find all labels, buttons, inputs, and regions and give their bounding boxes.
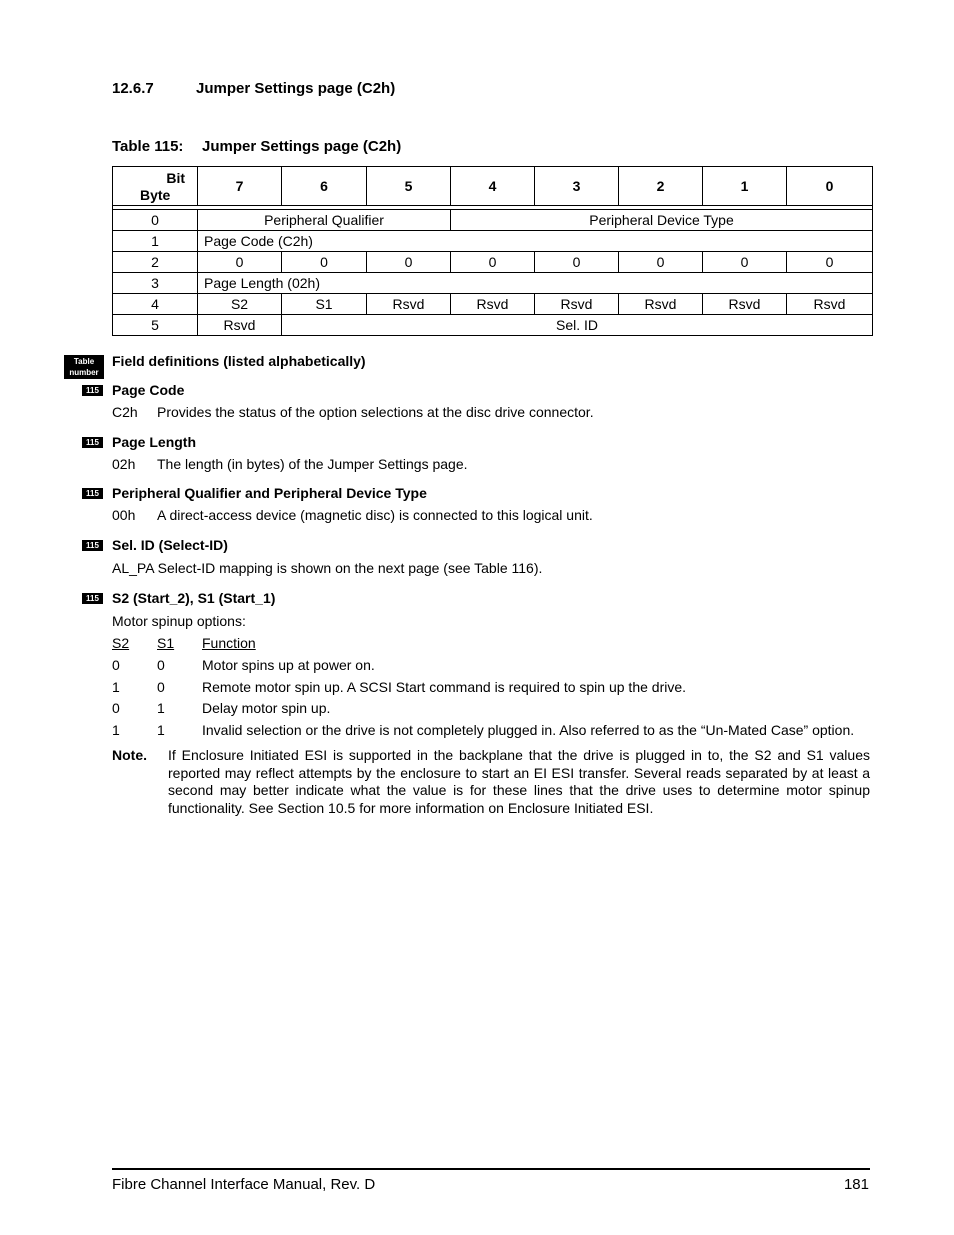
option-s2: 0 xyxy=(112,657,120,673)
field-description: Provides the status of the option selections at the disc drive connector. xyxy=(157,404,594,420)
bit-cell: S1 xyxy=(282,294,367,315)
page-code-cell: Page Code (C2h) xyxy=(198,231,873,252)
footer-title: Fibre Channel Interface Manual, Rev. D xyxy=(112,1176,376,1193)
option-function: Remote motor spin up. A SCSI Start command is required to spin up the drive. xyxy=(202,679,687,695)
note-block xyxy=(112,747,870,817)
peripheral-qualifier-cell: Peripheral Qualifier xyxy=(198,210,451,231)
bit-header: 1 xyxy=(703,167,787,206)
note-label: Note. xyxy=(112,747,147,763)
bit-cell: Rsvd xyxy=(198,315,282,336)
bit-byte-corner xyxy=(113,167,198,206)
bit-header: 0 xyxy=(787,167,873,206)
option-s1: 0 xyxy=(157,679,165,695)
option-s2: 1 xyxy=(112,679,120,695)
option-s1: 0 xyxy=(157,657,165,673)
field-title: Page Code xyxy=(112,382,185,398)
option-function: Motor spins up at power on. xyxy=(202,657,375,673)
col-header-function: Function xyxy=(202,635,256,651)
bit-header: 6 xyxy=(282,167,367,206)
page-length-cell: Page Length (02h) xyxy=(198,273,873,294)
table-row xyxy=(113,315,873,336)
table-ref-tag: 115 xyxy=(82,540,103,551)
option-function: Delay motor spin up. xyxy=(202,700,331,716)
field-description: The length (in bytes) of the Jumper Settings page. xyxy=(157,456,468,472)
option-function: Invalid selection or the drive is not completely plugged in. Also referred to as the “Un-Mated Case” option. xyxy=(202,722,855,738)
byte-number: 5 xyxy=(113,315,198,336)
bit-cell: Rsvd xyxy=(703,294,787,315)
table-ref-tag: 115 xyxy=(82,437,103,448)
field-title: S2 (Start_2), S1 (Start_1) xyxy=(112,590,276,606)
bit-header: 3 xyxy=(535,167,619,206)
byte-number: 0 xyxy=(113,210,198,231)
byte-number: 3 xyxy=(113,273,198,294)
table-number-tag xyxy=(64,355,104,379)
page-number: 181 xyxy=(843,1176,869,1193)
table-ref-tag: 115 xyxy=(82,385,103,396)
tag-label: number xyxy=(69,368,99,377)
bit-header: 5 xyxy=(367,167,451,206)
bit-header: 7 xyxy=(198,167,282,206)
bit-header: 4 xyxy=(451,167,535,206)
bit-cell: 0 xyxy=(451,252,535,273)
bit-header: 2 xyxy=(619,167,703,206)
option-s2: 1 xyxy=(112,722,120,738)
bit-cell: 0 xyxy=(619,252,703,273)
table-caption xyxy=(112,138,401,155)
field-code: 00h xyxy=(112,507,136,523)
field-title: Page Length xyxy=(112,434,197,450)
bit-cell: 0 xyxy=(367,252,451,273)
byte-label: Byte xyxy=(140,187,171,203)
table-row xyxy=(113,273,873,294)
sel-id-cell: Sel. ID xyxy=(282,315,873,336)
option-s1: 1 xyxy=(157,700,165,716)
bit-cell: Rsvd xyxy=(535,294,619,315)
tag-label: Table xyxy=(73,357,95,366)
field-title: Peripheral Qualifier and Peripheral Device Type xyxy=(112,485,427,501)
jumper-settings-table xyxy=(112,166,873,336)
option-s2: 0 xyxy=(112,700,120,716)
table-number: Table 115: xyxy=(112,138,184,155)
section-number: 12.6.7 xyxy=(112,80,154,97)
bit-cell: Rsvd xyxy=(787,294,873,315)
note-text: If Enclosure Initiated ESI is supported in the backplane that the drive is plugged in to, the S2 and S1 values reported may reflect attempts by the enclosure to start an EI ESI transfer. Several reads separated by at least a second may better indicate what the value is for these lines that the drive uses to determine motor spinup functionality. See Section 10.5 for more information on Enclosure Initiated ESI. xyxy=(168,747,870,816)
field-definitions-heading: Field definitions (listed alphabetically) xyxy=(112,353,366,369)
col-header-s2: S2 xyxy=(112,635,130,651)
bit-cell: 0 xyxy=(282,252,367,273)
bit-cell: 0 xyxy=(535,252,619,273)
table-row xyxy=(113,231,873,252)
table-ref-tag: 115 xyxy=(82,593,103,604)
table-header-row xyxy=(113,167,873,206)
bit-label: Bit xyxy=(166,170,185,186)
byte-number: 4 xyxy=(113,294,198,315)
section-heading xyxy=(112,80,395,97)
table-row xyxy=(113,252,873,273)
footer-rule xyxy=(112,1168,870,1170)
field-description: AL_PA Select-ID mapping is shown on the next page (see Table 116). xyxy=(112,560,543,576)
table-title: Jumper Settings page (C2h) xyxy=(202,138,402,155)
bit-cell: Rsvd xyxy=(451,294,535,315)
byte-number: 2 xyxy=(113,252,198,273)
bit-cell: S2 xyxy=(198,294,282,315)
table-row xyxy=(113,210,873,231)
table-row xyxy=(113,294,873,315)
spinup-intro: Motor spinup options: xyxy=(112,613,246,629)
bit-cell: 0 xyxy=(703,252,787,273)
table-ref-tag: 115 xyxy=(82,488,103,499)
bit-cell: Rsvd xyxy=(367,294,451,315)
col-header-s1: S1 xyxy=(157,635,175,651)
byte-number: 1 xyxy=(113,231,198,252)
field-code: 02h xyxy=(112,456,136,472)
bit-cell: Rsvd xyxy=(619,294,703,315)
field-description: A direct-access device (magnetic disc) is connected to this logical unit. xyxy=(157,507,593,523)
bit-cell: 0 xyxy=(198,252,282,273)
field-code: C2h xyxy=(112,404,138,420)
option-s1: 1 xyxy=(157,722,165,738)
peripheral-device-type-cell: Peripheral Device Type xyxy=(451,210,873,231)
bit-cell: 0 xyxy=(787,252,873,273)
field-title: Sel. ID (Select-ID) xyxy=(112,537,228,553)
section-title: Jumper Settings page (C2h) xyxy=(196,80,396,97)
